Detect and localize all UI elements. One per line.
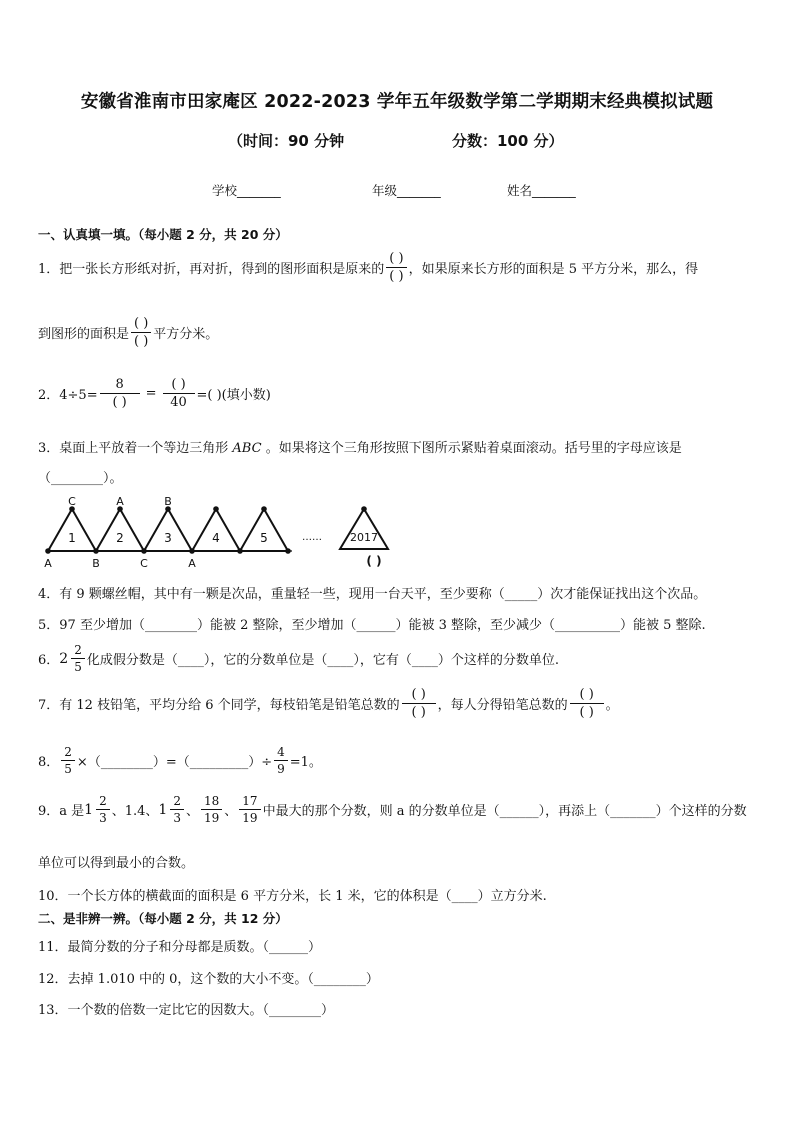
- question-8-text-c: =1。: [289, 755, 322, 770]
- question-12: 12．去掉 1.010 中的 0，这个数的大小不变。（________）: [38, 972, 379, 987]
- exam-score: 分数：100 分）: [452, 132, 564, 150]
- question-1-text-d: 平方分米。: [153, 327, 219, 342]
- question-7-text-a: 7．有 12 枝铅笔，平均分给 6 个同学，每枝铅笔是铅笔总数的: [38, 698, 400, 713]
- triangle-number-2017: 2017: [350, 531, 378, 544]
- rolling-triangle-figure: [38, 494, 418, 572]
- question-1-text-a: 1．把一张长方形纸对折，再对折，得到的图形面积是原来的: [38, 262, 385, 277]
- separator: 、: [224, 804, 238, 819]
- answer-fraction[interactable]: $\frac{( )}{( )}$: [131, 317, 151, 348]
- label-C: C: [140, 557, 148, 570]
- mixed-number-1-2-3: 1 $\frac{2}{3}$: [158, 795, 186, 824]
- question-1-text-b: ，如果原来长方形的面积是 5 平方分米，那么，得: [408, 262, 699, 277]
- question-7-text-c: 。: [605, 698, 619, 713]
- question-11: 11．最简分数的分子和分母都是质数。（______）: [38, 940, 322, 955]
- answer-fraction[interactable]: $\frac{( )}{( )}$: [570, 688, 604, 719]
- question-2-text-b: =( )(填小数): [196, 388, 271, 403]
- answer-fraction[interactable]: $\frac{( )}{( )}$: [402, 688, 436, 719]
- triangle-abc-label: ABC: [232, 441, 262, 456]
- question-3-text-a: 3．桌面上平放着一个等边三角形: [38, 441, 229, 456]
- question-9-text-a: 9．a 是: [38, 804, 85, 819]
- equals-sign: =: [145, 386, 157, 401]
- school-field[interactable]: 学校_______: [212, 183, 281, 198]
- question-9-line1: [38, 795, 747, 824]
- fraction-4-9: $\frac{4}{9}$: [274, 746, 288, 775]
- question-1-line1: [38, 252, 698, 283]
- mixed-number-2-2-5: 2 $\frac{2}{5}$: [59, 644, 87, 673]
- triangle-number: 2: [116, 531, 124, 545]
- triangle-number: 4: [212, 531, 220, 545]
- label-A: A: [116, 495, 124, 508]
- exam-time: （时间：90 分钟: [228, 132, 345, 150]
- label-B: B: [164, 495, 172, 508]
- question-2: [38, 378, 271, 409]
- section-1-heading: 一、认真填一填。（每小题 2 分，共 20 分）: [38, 227, 288, 242]
- question-7: [38, 688, 619, 719]
- question-8: [38, 746, 322, 775]
- answer-fraction[interactable]: $\frac{( )}{( )}$: [386, 252, 406, 283]
- question-6-number: 6．: [38, 653, 60, 668]
- question-1-text-c: 到图形的面积是: [38, 327, 130, 342]
- section-2-heading: 二、是非辨一辨。（每小题 2 分，共 12 分）: [38, 911, 288, 926]
- question-9-line2: 单位可以得到最小的合数。: [38, 856, 195, 871]
- fraction-17-19: $\frac{17}{19}$: [239, 795, 260, 824]
- fraction-18-19: $\frac{18}{19}$: [201, 795, 222, 824]
- mixed-number-1-2-3: 1 $\frac{2}{3}$: [84, 795, 112, 824]
- question-7-text-b: ，每人分得铅笔总数的: [437, 698, 568, 713]
- exam-title: 安徽省淮南市田家庵区 2022-2023 学年五年级数学第二学期期末经典模拟试题: [80, 92, 714, 112]
- label-C: C: [68, 495, 76, 508]
- question-3-line1: [38, 437, 682, 456]
- question-9-text-b: 中最大的那个分数，则 a 的分数单位是（______），再添上（_______）个这样的分数: [262, 804, 747, 819]
- fraction-8-blank[interactable]: $\frac{8}{( )}$: [100, 378, 140, 409]
- label-A: A: [44, 557, 52, 570]
- label-B: B: [92, 557, 100, 570]
- separator: 、: [185, 804, 199, 819]
- grade-field[interactable]: 年级_______: [372, 183, 441, 198]
- triangle-number: 5: [260, 531, 268, 545]
- question-2-text-a: 2．4÷5=: [38, 388, 98, 403]
- question-1-line2: [38, 317, 218, 348]
- triangle-number: 3: [164, 531, 172, 545]
- question-3-text-b: 。如果将这个三角形按照下图所示紧贴着桌面滚动。括号里的字母应该是: [265, 441, 682, 456]
- label-A: A: [188, 557, 196, 570]
- question-6-text: 化成假分数是（____），它的分数单位是（____），它有（____）个这样的分数单位.: [86, 653, 559, 668]
- question-5: 5．97 至少增加（________）能被 2 整除，至少增加（______）能被 3 整除，至少减少（__________）能被 5 整除.: [38, 618, 706, 633]
- answer-paren: ( ): [366, 554, 382, 568]
- triangle-number: 1: [68, 531, 76, 545]
- separator: 、1.4、: [111, 804, 159, 819]
- question-3-answer-blank[interactable]: （________）。: [38, 471, 123, 486]
- question-6: [38, 644, 559, 673]
- question-8-text-b: ×（________）=（_________）÷: [76, 755, 273, 770]
- question-8-number: 8．: [38, 755, 60, 770]
- fraction-2-5: $\frac{2}{5}$: [61, 746, 75, 775]
- name-field[interactable]: 姓名_______: [507, 183, 576, 198]
- ellipsis: ……: [302, 532, 322, 543]
- question-13: 13．一个数的倍数一定比它的因数大。（________）: [38, 1003, 335, 1018]
- question-10: 10．一个长方体的横截面的面积是 6 平方分米，长 1 米，它的体积是（____）立方分米.: [38, 889, 547, 904]
- question-4: 4．有 9 颗螺丝帽，其中有一颗是次品，重量轻一些，现用一台天平，至少要称（_____）次才能保证找出这个次品。: [38, 587, 707, 602]
- fraction-blank-40[interactable]: $\frac{( )}{40}$: [163, 378, 195, 409]
